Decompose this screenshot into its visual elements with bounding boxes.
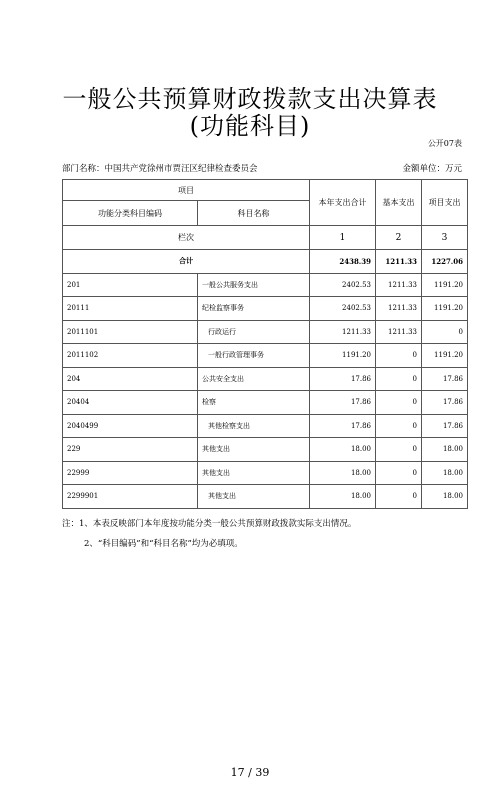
row-basic: 0 [376, 344, 422, 368]
total-sum: 2438.39 [310, 250, 376, 274]
row-code: 2011101 [63, 320, 198, 344]
total-row [63, 250, 468, 274]
row-basic: 1211.33 [376, 320, 422, 344]
col-number-2: 2 [376, 226, 422, 250]
header-item: 项目 [63, 180, 310, 201]
header-code: 功能分类科目编码 [63, 201, 198, 226]
row-project: 17.86 [422, 391, 468, 415]
row-code: 22999 [63, 461, 198, 485]
row-code: 229 [63, 438, 198, 462]
row-total: 18.00 [310, 461, 376, 485]
header-name: 科目名称 [198, 201, 310, 226]
table-row [63, 273, 468, 297]
row-code: 201 [63, 273, 198, 297]
row-name: 行政运行 [198, 320, 310, 344]
column-number-row [63, 226, 468, 250]
table-row [63, 414, 468, 438]
row-basic: 0 [376, 391, 422, 415]
table-row [63, 344, 468, 368]
row-name: 其他检察支出 [198, 414, 310, 438]
total-label: 合计 [63, 250, 310, 274]
row-name: 其他支出 [198, 438, 310, 462]
note-1: 注：1、本表反映部门本年度按功能分类一般公共预算财政拨款实际支出情况。 [62, 519, 357, 529]
expenditure-table [62, 179, 468, 509]
header-project: 项目支出 [422, 180, 468, 226]
row-basic: 1211.33 [376, 297, 422, 321]
table-row [63, 485, 468, 509]
row-project: 18.00 [422, 438, 468, 462]
table-row [63, 391, 468, 415]
row-project: 18.00 [422, 461, 468, 485]
row-project: 18.00 [422, 485, 468, 509]
header-row-1 [63, 180, 468, 201]
row-name: 一般公共服务支出 [198, 273, 310, 297]
row-total: 2402.53 [310, 273, 376, 297]
row-total: 2402.53 [310, 297, 376, 321]
row-project: 1191.20 [422, 297, 468, 321]
header-total: 本年支出合计 [310, 180, 376, 226]
row-code: 204 [63, 367, 198, 391]
row-name: 其他支出 [198, 461, 310, 485]
col-number-1: 1 [310, 226, 376, 250]
table-row [63, 320, 468, 344]
row-code: 20404 [63, 391, 198, 415]
header-basic: 基本支出 [376, 180, 422, 226]
row-project: 0 [422, 320, 468, 344]
note-2: 2、“科目编码”和“科目名称”均为必填项。 [84, 539, 243, 549]
col-number-3: 3 [422, 226, 468, 250]
row-project: 1191.20 [422, 273, 468, 297]
row-name: 纪检监察事务 [198, 297, 310, 321]
page-number: 17 / 39 [230, 766, 270, 779]
row-total: 1211.33 [310, 320, 376, 344]
row-code: 2299901 [63, 485, 198, 509]
table-notes [62, 514, 356, 554]
total-project: 1227.06 [422, 250, 468, 274]
row-basic: 0 [376, 461, 422, 485]
report-title: 一般公共预算财政拨款支出决算表(功能科目) [62, 85, 438, 140]
row-total: 18.00 [310, 485, 376, 509]
row-code: 2040499 [63, 414, 198, 438]
row-total: 17.86 [310, 414, 376, 438]
row-total: 1191.20 [310, 344, 376, 368]
form-code: 公开07表 [427, 139, 462, 148]
row-name: 公共安全支出 [198, 367, 310, 391]
row-code: 2011102 [63, 344, 198, 368]
table-row [63, 438, 468, 462]
row-basic: 0 [376, 414, 422, 438]
row-basic: 0 [376, 485, 422, 509]
total-basic: 1211.33 [376, 250, 422, 274]
row-code: 20111 [63, 297, 198, 321]
row-basic: 0 [376, 367, 422, 391]
row-name: 一般行政管理事务 [198, 344, 310, 368]
lanci-label: 栏次 [63, 226, 310, 250]
row-name: 检察 [198, 391, 310, 415]
row-project: 1191.20 [422, 344, 468, 368]
table-row [63, 297, 468, 321]
row-total: 17.86 [310, 391, 376, 415]
table-row [63, 367, 468, 391]
row-total: 17.86 [310, 367, 376, 391]
table-row [63, 461, 468, 485]
row-project: 17.86 [422, 414, 468, 438]
row-basic: 1211.33 [376, 273, 422, 297]
row-name: 其他支出 [198, 485, 310, 509]
row-basic: 0 [376, 438, 422, 462]
amount-unit: 金额单位：万元 [402, 164, 462, 174]
row-total: 18.00 [310, 438, 376, 462]
department-name: 部门名称：中国共产党徐州市贾汪区纪律检查委员会 [62, 164, 258, 174]
row-project: 17.86 [422, 367, 468, 391]
